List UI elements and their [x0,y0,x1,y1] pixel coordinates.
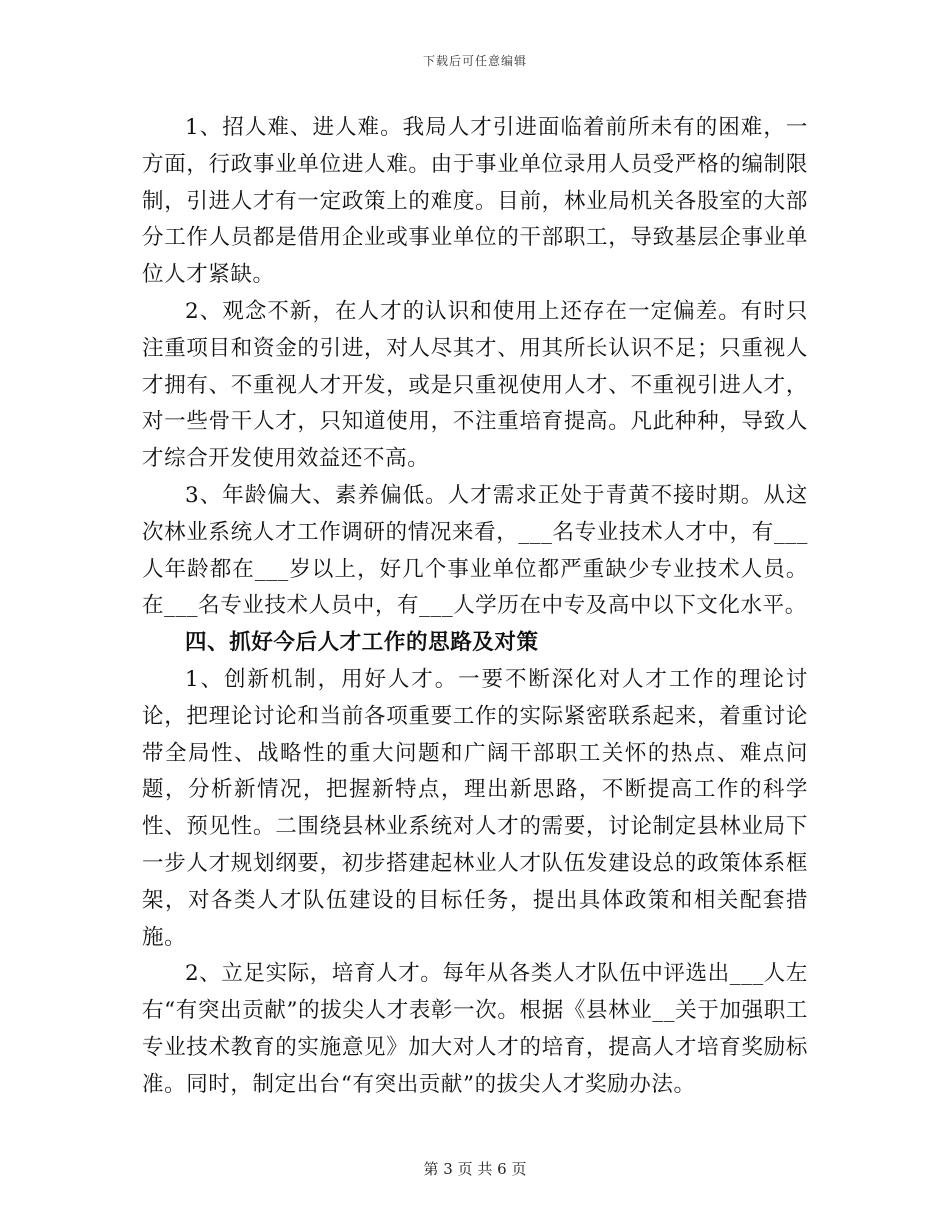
page-number-footer: 第 3 页 共 6 页 [423,1160,527,1178]
paragraph-innovate-mechanism: 1、创新机制，用好人才。一要不断深化对人才工作的理论讨论，把理论讨论和当前各项重要工作的实际紧密联系起来，着重讨论带全局性、战略性的重大问题和广阔干部职工关怀的热点、难点问题，分析新情况，把握新特点，理出新思路，不断提高工作的科学性、预见性。二围绕县林业系统对人才的需要，讨论制定县林业局下一步人才规划纲要，初步搭建起林业人才队伍发建设总的政策体系框架，对各类人才队伍建设的目标任务，提出具体政策和相关配套措施。 [142,666,808,950]
document-body [142,110,808,1104]
paragraph-outdated-concepts: 2、观念不新，在人才的认识和使用上还存在一定偏差。有时只注重项目和资金的引进，对人尽其才、用其所长认识不足；只重视人才拥有、不重视人才开发，或是只重视使用人才、不重视引进人才，对一些骨干人才，只知道使用，不注重培育提高。凡此种种，导致人才综合开发使用效益还不高。 [142,298,808,472]
paragraph-recruitment-difficulty: 1、招人难、进人难。我局人才引进面临着前所未有的困难，一方面，行政事业单位进人难。由于事业单位录用人员受严格的编制限制，引进人才有一定政策上的难度。目前，林业局机关各股室的大部分工作人员都是借用企业或事业单位的干部职工，导致基层企事业单位人才紧缺。 [142,115,808,288]
section-heading-four: 四、抓好今后人才工作的思路及对策 [185,630,539,656]
paragraph-cultivate-talent: 2、立足实际，培育人才。每年从各类人才队伍中评选出___人左右“有突出贡献”的拔尖人才表彰一次。根据《县林业__关于加强职工专业技术教育的实施意见》加大对人才的培育，提高人才培育奖励标准。同时，制定出台“有突出贡献”的拔尖人才奖励办法。 [142,961,808,1097]
paragraph-age-and-quality: 3、年龄偏大、素养偏低。人才需求正处于青黄不接时期。从这次林业系统人才工作调研的情况来看，___名专业技术人才中，有___人年龄都在___岁以上，好几个事业单位都严重缺少专业技术人员。在___名专业技术人员中，有___人学历在中专及高中以下文化水平。 [142,482,808,619]
page-header-note: 下载后可任意编辑 [422,54,527,68]
